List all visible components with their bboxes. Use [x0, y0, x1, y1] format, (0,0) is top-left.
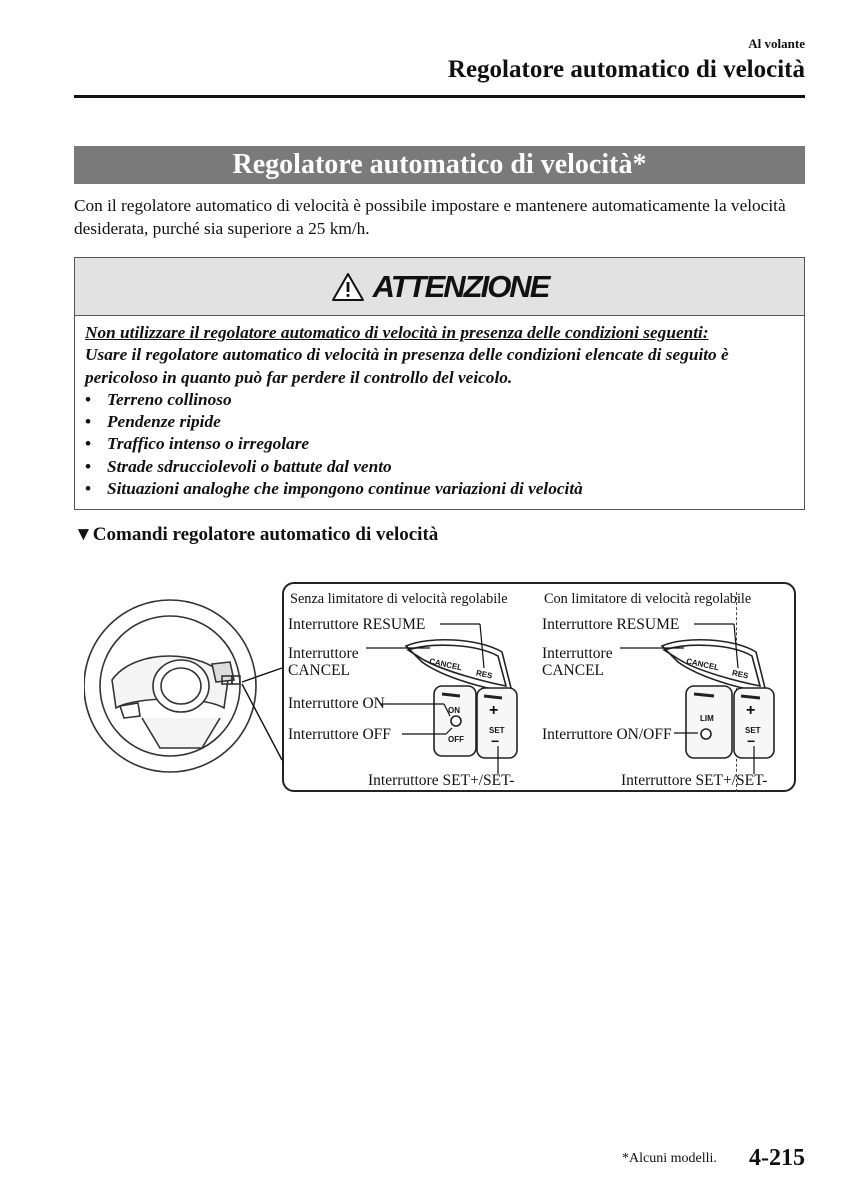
page-number: 4-215 [749, 1145, 805, 1171]
list-item [85, 456, 794, 478]
switch-illustration [84, 578, 800, 796]
warning-header [75, 258, 804, 316]
switch-off-text: OFF [448, 735, 464, 744]
switch-cancel-text: CANCEL [428, 656, 463, 673]
warning-list [85, 389, 794, 500]
bullet-icon: • [85, 479, 92, 499]
warning-title: ATTENZIONE [372, 268, 549, 304]
switch-set-text: SET [489, 726, 505, 735]
bullet-icon: • [85, 412, 92, 432]
right-onoff-label: Interruttore ON/OFF [542, 726, 672, 743]
list-item-text: Traffico intenso o irregolare [107, 434, 310, 454]
switch-set-text: SET [745, 726, 761, 735]
running-title: Regolatore automatico di velocità [447, 56, 805, 83]
switch-res-text: RES [731, 668, 750, 681]
right-set-label: Interruttore SET+/SET- [621, 772, 768, 789]
section-title-bar: Regolatore automatico di velocità* [74, 146, 805, 184]
warning-text: Usare il regolatore automatico di velocità in presenza delle condizioni elencate di seguito è pericoloso in quanto può far perdere il controllo del veicolo. [85, 345, 729, 387]
intro-paragraph: Con il regolatore automatico di velocità è possibile impostare e mantenere automaticamente la velocità desiderata, purché sia superiore a 25 km/h. [74, 196, 786, 238]
list-item-text: Strade sdrucciolevoli o battute dal vento [107, 456, 392, 476]
left-resume-label: Interruttore RESUME [288, 616, 426, 633]
list-item-text: Situazioni analoghe che impongono continue variazioni di velocità [107, 479, 583, 499]
header-rule [74, 95, 805, 98]
switch-lim-text: LIM [700, 714, 714, 723]
left-off-label: Interruttore OFF [288, 726, 391, 743]
left-heading: Senza limitatore di velocità regolabile [290, 591, 508, 607]
right-resume-label: Interruttore RESUME [542, 616, 680, 633]
right-cancel-label-1: Interruttore [542, 645, 613, 662]
left-cancel-label-1: Interruttore [288, 645, 359, 662]
switch-minus-text: − [491, 733, 500, 749]
controls-figure [84, 578, 800, 796]
list-item [85, 389, 794, 411]
section-label: Al volante [748, 36, 805, 51]
switch-res-text: RES [475, 668, 494, 681]
switch-minus-text: − [747, 733, 756, 749]
list-item-text: Terreno collinoso [107, 389, 232, 409]
list-item [85, 411, 794, 433]
right-heading: Con limitatore di velocità regolabile [544, 591, 752, 607]
warning-triangle-icon [331, 272, 365, 302]
bullet-icon: • [85, 456, 92, 476]
warning-body [75, 316, 804, 500]
warning-box [74, 257, 805, 510]
warning-lead: Non utilizzare il regolatore automatico di velocità in presenza delle condizioni seguenti: [85, 323, 709, 342]
list-item [85, 478, 794, 500]
list-item-text: Pendenze ripide [107, 412, 221, 432]
bullet-icon: • [85, 434, 92, 454]
bullet-icon: • [85, 389, 92, 409]
right-cancel-label-2: CANCEL [542, 662, 604, 679]
switch-cancel-text: CANCEL [685, 656, 720, 673]
left-set-label: Interruttore SET+/SET- [368, 772, 515, 789]
switch-on-text: ON [448, 706, 460, 715]
subsection-heading: ▼Comandi regolatore automatico di velocità [74, 524, 439, 545]
switch-plus-text: + [746, 702, 756, 719]
list-item [85, 433, 794, 455]
switch-plus-text: + [489, 702, 499, 719]
footnote: *Alcuni modelli. [622, 1151, 717, 1166]
left-cancel-label-2: CANCEL [288, 662, 350, 679]
left-on-label: Interruttore ON [288, 695, 385, 712]
